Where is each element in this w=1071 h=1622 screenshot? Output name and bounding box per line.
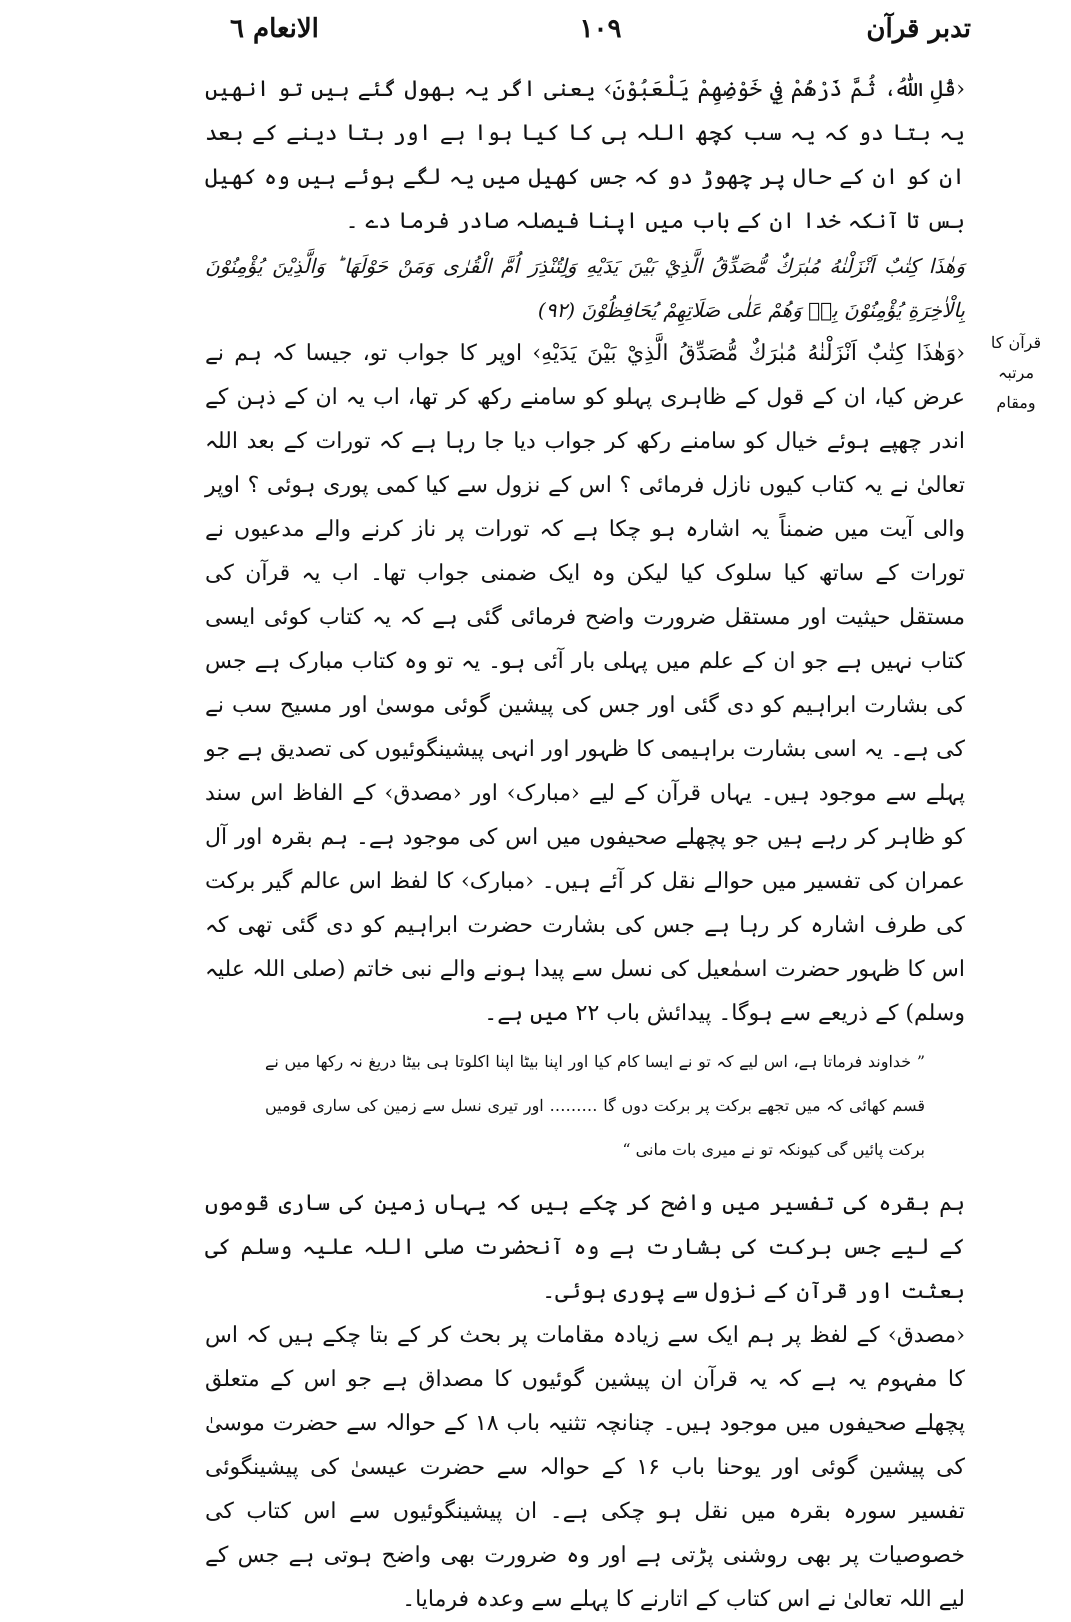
page-header [230,14,971,54]
paragraph-intro: ‹قُلِ اللّٰهُ، ثُمَّ ذَرْهُمْ فِي خَوْضِهِمْ يَلْعَبُوْنَ› یعنی اگر یہ بھول گئے ہیں تو انھیں یہ بتا دو کہ یہ سب کچھ اللہ ہی کا کیا ہوا ہے اور بتا دینے کے بعد ان کو ان کے حال پر چھوڑ دو کہ جس کھیل میں یہ لگے ہوئے ہیں وہ کھیل بس تا آنکہ خدا ان کے باب میں اپنا فیصلہ صادر فرما دے ۔ [205,77,965,234]
paragraph-closing-2: ‹مصدق› کے لفظ پر ہم ایک سے زیادہ مقامات پر بحث کر کے بتا چکے ہیں کہ اس کا مفہوم یہ ہے کہ یہ قرآن ان پیشین گوئیوں کا مصداق ہے جو اس کے متعلق پچھلے صحیفوں میں موجود ہیں۔ چنانچہ تثنیہ باب ۱۸ کے حوالہ سے حضرت موسیٰ کی پیشین گوئی اور یوحنا باب ۱۶ کے حوالہ سے حضرت عیسیٰ کی پیشینگوئی تفسیر سورہ بقرہ میں نقل ہو چکی ہے۔ ان پیشینگوئیوں سے اس کتاب کی خصوصیات پر بھی روشنی پڑتی ہے اور وہ ضرورت بھی واضح ہوتی ہے جس کے لیے اللہ تعالیٰ نے اس کتاب کے اتارنے کا پہلے سے وعدہ فرمایا۔ [205,1323,965,1612]
margin-note: قرآن کا مرتبہ ومقام [990,333,1042,412]
page-number: ١٠٩ [579,14,622,44]
main-text [205,68,965,1622]
paragraph-commentary: ‹وَهٰذَا كِتٰبٌ اَنْزَلْنٰهُ مُبٰرَكٌ مُّصَدِّقُ الَّذِيْ بَيْنَ يَدَيْهِ› اوپر کا جواب تو، جیسا کہ ہم نے عرض کیا، ان کے قول کے ظاہری پہلو کو سامنے رکھ کر تھا، اب یہ ان کے ذہن کے اندر چھپے ہوئے خیال کو سامنے رکھ کر جواب دیا جا رہا ہے کہ تورات کے بعد اللہ تعالیٰ نے یہ کتاب کیوں نازل فرمائی ؟ اس کے نزول سے کیا کمی پوری ہوئی ؟ اوپر والی آیت میں ضمناً یہ اشارہ ہو چکا ہے کہ تورات پر ناز کرنے والے مدعیوں نے تورات کے ساتھ کیا سلوک کیا لیکن وہ ایک ضمنی جواب تھا۔ اب یہ قرآن کی مستقل حیثیت اور مستقل ضرورت واضح فرمائی گئی ہے کہ یہ کتاب کوئی ایسی کتاب نہیں ہے جو ان کے علم میں پہلی بار آئی ہو۔ یہ تو وہ کتاب مبارک ہے جس کی بشارت ابراہیم کو دی گئی اور جس کی پیشین گوئی موسیٰ اور مسیح سب نے کی ہے۔ یہ اسی بشارت براہیمی کا ظہور اور انہی پیشینگوئیوں کی تصدیق ہے جو پہلے سے موجود ہیں۔ یہاں قرآن کے لیے ‹مبارک› اور ‹مصدق› کے الفاظ اس سند کو ظاہر کر رہے ہیں جو پچھلے صحیفوں میں اس کی موجود ہے۔ ہم بقرہ اور آل عمران کی تفسیر میں حوالے نقل کر آئے ہیں۔ ‹مبارک› کا لفظ اس عالم گیر برکت کی طرف اشارہ کر رہا ہے جس کی بشارت حضرت ابراہیم کو دی گئی تھی کہ اس کا ظہور حضرت اسمٰعیل کی نسل سے پیدا ہونے والے نبی خاتم (صلی اللہ علیہ وسلم) کے ذریعے سے ہوگا۔ پیدائش باب ۲۲ میں ہے۔ [205,341,965,1026]
paragraph-closing-1: ہم بقرہ کی تفسیر میں واضح کر چکے ہیں کہ یہاں زمین کی ساری قوموں کے لیے جس برکت کی بشارت ہے وہ آنحضرت صلی اللہ علیہ وسلم کی بعثت اور قرآن کے نزول سے پوری ہوئی۔ [205,1191,965,1304]
quran-verse: وَهٰذَا كِتٰبٌ اَنْزَلْنٰهُ مُبٰرَكٌ مُّصَدِّقُ الَّذِيْ بَيْنَ يَدَيْهِ وَلِتُنْذِرَ اُمَّ الْقُرٰى وَمَنْ حَوْلَهَا ؕ وَالَّذِيْنَ يُؤْمِنُوْنَ بِالْاٰخِرَةِ يُؤْمِنُوْنَ بِهٖ وَهُمْ عَلٰى صَلَاتِهِمْ يُحَافِظُوْنَ (٩٢) [205,254,965,322]
book-title: تدبر قرآن [866,14,971,44]
genesis-quote: ” خداوند فرماتا ہے، اس لیے کہ تو نے ایسا کام کیا اور اپنا بیٹا اپنا اکلوتا ہی بیٹا دریغ نہ رکھا میں نے قسم کھائی کہ میں تجھے برکت پر برکت دوں گا ……… اور تیری نسل سے زمین کی ساری قومیں برکت پائیں گی کیونکہ تو نے میری بات مانی “ [265,1052,925,1159]
surah-label: الانعام ٦ [230,14,319,44]
